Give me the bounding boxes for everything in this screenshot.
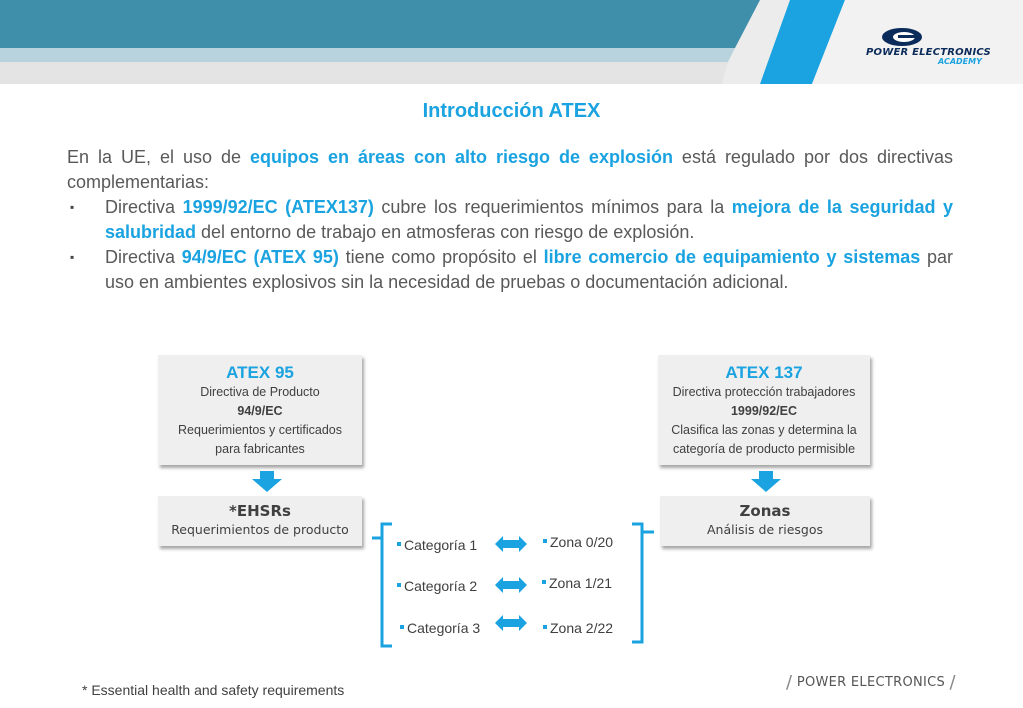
ehsrs-subtitle: Requerimientos de producto: [171, 522, 349, 537]
bullet-square-icon: ▪: [70, 200, 75, 214]
category-label: Categoría 3: [407, 620, 481, 636]
zone-item: [543, 620, 613, 636]
bullet-highlight: 94/9/EC (ATEX 95): [181, 247, 339, 267]
atex137-line: Directiva protección trabajadores: [672, 385, 856, 399]
logo-academy-text: ACADEMY: [938, 57, 982, 66]
arrow-down-icon: [750, 471, 782, 493]
atex95-title: ATEX 95: [226, 363, 294, 382]
body-text: [67, 145, 953, 295]
intro-text-1: En la UE, el uso de: [67, 147, 250, 167]
bullet-highlight: mejora de la seguridad y salubridad: [105, 197, 954, 242]
zone-label: Zona 1/21: [549, 575, 613, 591]
intro-paragraph: [67, 145, 953, 195]
bullet-text: Directiva: [105, 247, 182, 267]
double-arrow-icon: [494, 535, 528, 553]
atex137-code: 1999/92/EC: [730, 404, 798, 418]
left-bracket: [368, 520, 398, 650]
logo-brand-text: POWER ELECTRONICS: [866, 47, 991, 58]
power-electronics-logo: [860, 26, 1000, 70]
bullet-square-icon: ▪: [70, 250, 75, 264]
atex137-line: Clasifica las zonas y determina la: [671, 423, 857, 437]
logo-mark-icon: [880, 26, 930, 48]
bullet-atex95: [67, 245, 953, 295]
bullet-text: par uso en ambientes explosivos sin la necesidad de pruebas o documentación adicional.: [105, 247, 953, 292]
atex137-line: categoría de producto permisible: [672, 442, 856, 456]
category-label: Categoría 2: [404, 578, 478, 594]
right-bracket: [628, 520, 658, 650]
bullet-square-icon: [400, 625, 404, 629]
intro-highlight: equipos en áreas con alto riesgo de explosión: [249, 147, 673, 167]
atex95-line: Requerimientos y certificados: [178, 423, 342, 437]
intro-text-2: está regulado por dos directivas complementarias:: [67, 147, 954, 192]
atex95-line: Directiva de Producto: [200, 385, 320, 399]
category-item: [397, 537, 477, 553]
atex137-title: ATEX 137: [725, 363, 803, 382]
atex95-code: 94/9/EC: [237, 404, 283, 418]
double-arrow-icon: [494, 614, 528, 632]
footer-brand-text: POWER ELECTRONICS: [796, 675, 946, 690]
zone-label: Zona 2/22: [550, 620, 614, 636]
category-label: Categoría 1: [404, 537, 478, 553]
slash-icon: /: [949, 672, 956, 693]
zone-label: Zona 0/20: [550, 534, 614, 550]
bullet-text: cubre los requerimientos mínimos para la: [373, 197, 732, 217]
atex95-line: para fabricantes: [215, 442, 305, 456]
footer-brand: [786, 672, 956, 693]
bullet-highlight: 1999/92/EC (ATEX137): [182, 197, 374, 217]
bullet-text: tiene como propósito el: [338, 247, 544, 267]
zonas-title: Zonas: [739, 502, 791, 520]
zone-item: [543, 534, 613, 550]
bullet-text: del entorno de trabajo en atmosferas con riesgo de explosión.: [196, 222, 695, 242]
zone-item: [542, 575, 612, 591]
arrow-down-icon: [251, 471, 283, 493]
category-item: [400, 620, 480, 636]
bullet-square-icon: [543, 539, 547, 543]
atex95-box: [158, 355, 362, 465]
zonas-box: [660, 496, 870, 546]
bullet-square-icon: [397, 542, 401, 546]
category-item: [397, 578, 477, 594]
footnote: * Essential health and safety requirements: [82, 682, 345, 698]
double-arrow-icon: [494, 576, 528, 594]
zonas-subtitle: Análisis de riesgos: [706, 522, 824, 537]
slash-icon: /: [786, 672, 793, 693]
bullet-atex137: [67, 195, 953, 245]
atex137-box: [658, 355, 870, 465]
header-banner: [0, 0, 1023, 84]
bullet-square-icon: [543, 625, 547, 629]
ehsrs-title: *EHSRs: [229, 502, 291, 520]
bullet-square-icon: [397, 583, 401, 587]
slide-title: Introducción ATEX: [422, 100, 601, 122]
bullet-square-icon: [542, 580, 546, 584]
ehsrs-box: [158, 496, 362, 546]
bullet-text: Directiva: [105, 197, 183, 217]
bullet-highlight: libre comercio de equipamiento y sistemas: [543, 247, 921, 267]
